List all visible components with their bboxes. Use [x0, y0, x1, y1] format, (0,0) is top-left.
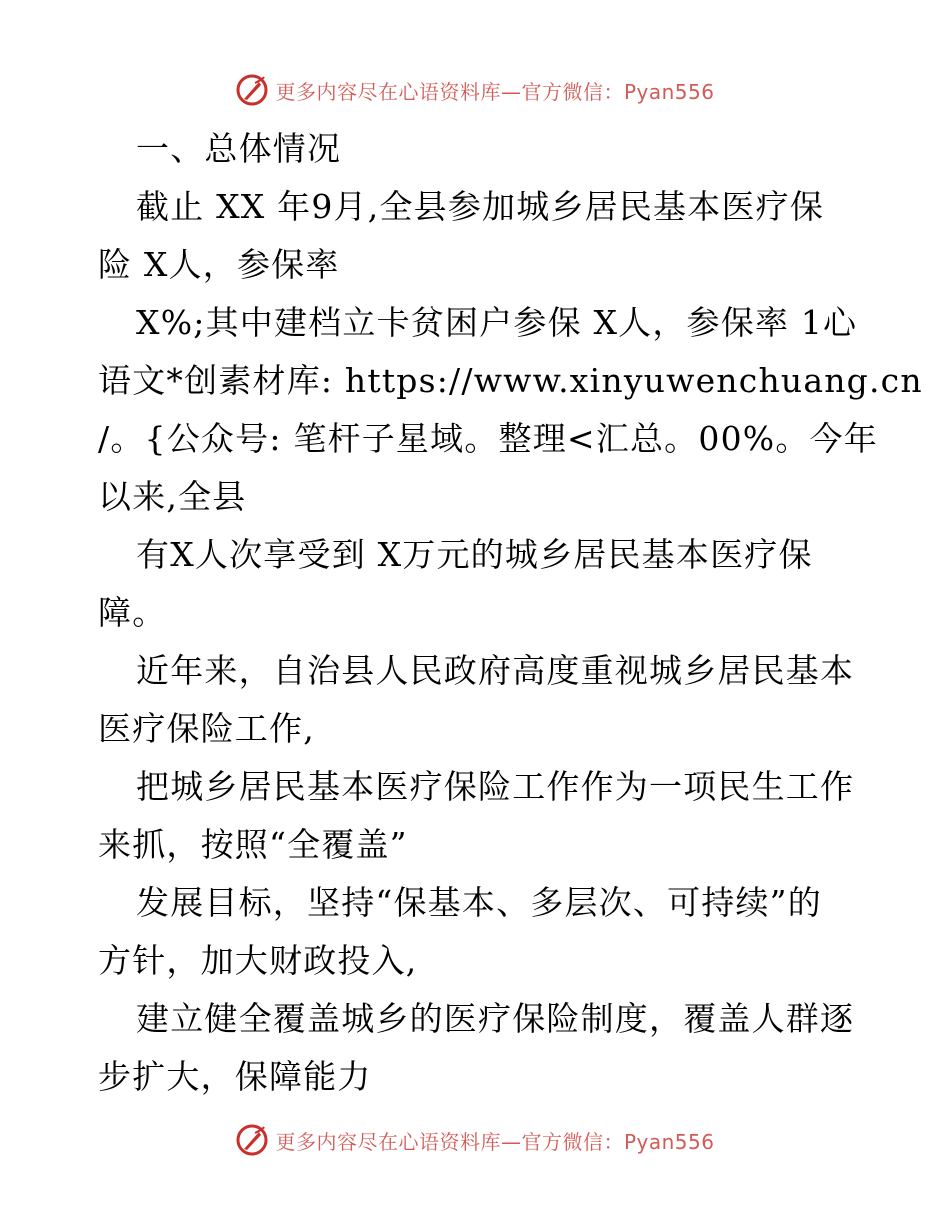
footer-watermark-text: 更多内容尽在心语资料库—官方微信：Pyan556	[275, 1129, 715, 1154]
paragraph-line: /。{公众号: 笔杆子星域。整理<汇总。00%。今年	[98, 419, 878, 458]
paragraph-line: X%;其中建档立卡贫困户参保 X人，参保率 1心	[136, 303, 858, 342]
paragraph-line: 来抓，按照“全覆盖”	[98, 825, 408, 864]
header-watermark-text: 更多内容尽在心语资料库—官方微信：Pyan556	[275, 79, 715, 104]
paragraph-line: 险 X人，参保率	[98, 245, 340, 284]
paragraph-line: 建立健全覆盖城乡的医疗保险制度，覆盖人群逐	[136, 999, 855, 1038]
document-body	[98, 120, 923, 1106]
paragraph-line: 以来,全县	[98, 477, 247, 516]
paragraph-line: 步扩大，保障能力	[98, 1057, 372, 1096]
paragraph-line: 方针，加大财政投入,	[98, 941, 418, 980]
feather-seal-icon	[235, 1123, 269, 1157]
paragraph-line: 近年来，自治县人民政府高度重视城乡居民基本	[136, 651, 855, 690]
section-heading: 一、总体情况	[136, 129, 342, 168]
paragraph-line: 障。	[98, 593, 167, 632]
feather-seal-icon	[235, 73, 269, 107]
paragraph-line: 有X人次享受到 X万元的城乡居民基本医疗保	[136, 535, 813, 574]
paragraph-line: 发展目标，坚持“保基本、多层次、可持续”的	[136, 883, 822, 922]
paragraph-line: 截止 XX 年9月,全县参加城乡居民基本医疗保	[136, 187, 825, 226]
paragraph-line: 医疗保险工作,	[98, 709, 315, 748]
footer-watermark	[0, 1120, 950, 1160]
paragraph-line: 把城乡居民基本医疗保险工作作为一项民生工作	[136, 767, 855, 806]
paragraph-line: 语文*创素材库: https://www.xinyuwenchuang.cn	[98, 361, 923, 400]
header-watermark	[0, 70, 950, 110]
